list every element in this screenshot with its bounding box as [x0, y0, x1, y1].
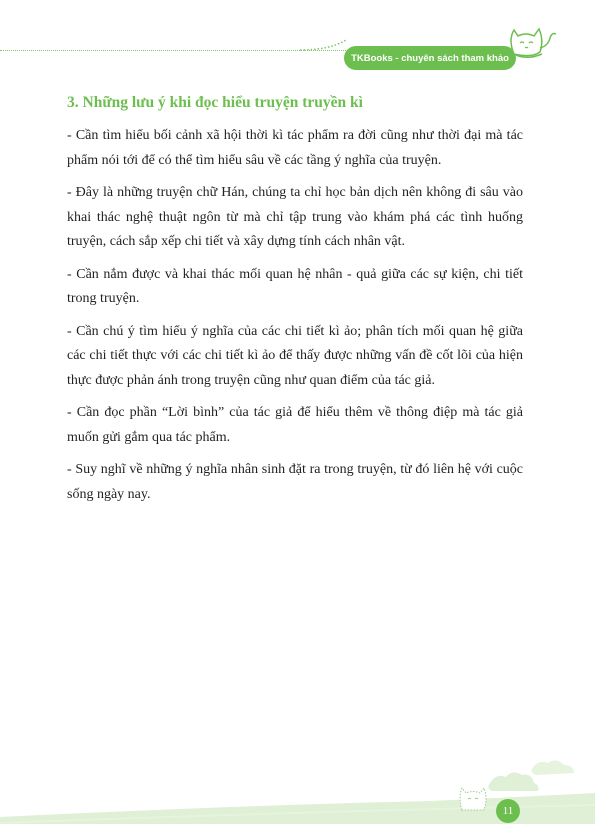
page-number-text: 11 [502, 805, 514, 817]
brand-tag [344, 46, 516, 70]
paragraph: - Đây là những truyện chữ Hán, chúng ta chỉ học bản dịch nên không đi sâu vào khai thác nghệ thuật ngôn từ mà chỉ tập trung vào khám phá các tình huống truyện, cách sắp xếp chi tiết và xây dựng tính cách nhân vật. [67, 185, 523, 249]
cat-mascot-icon [456, 780, 492, 816]
paragraph: - Suy nghĩ về những ý nghĩa nhân sinh đặt ra trong truyện, từ đó liên hệ với cuộc sống ngày nay. [67, 462, 523, 502]
brand-tag-text: TKBooks - chuyên sách tham khảo [351, 52, 509, 64]
page-number [496, 799, 520, 823]
cat-mascot-icon [506, 22, 558, 62]
paragraph: - Cần nắm được và khai thác mối quan hệ nhân - quả giữa các sự kiện, chi tiết trong truyện. [67, 266, 523, 306]
paragraph: - Cần đọc phần “Lời bình” của tác giả để hiểu thêm về thông điệp mà tác giả muốn gửi gắm qua tác phẩm. [67, 405, 523, 445]
paragraph: - Cần tìm hiểu bối cảnh xã hội thời kì tác phẩm ra đời cũng như thời đại mà tác phẩm nói tới để có thể tìm hiểu sâu về các tầng ý nghĩa của truyện. [67, 128, 523, 168]
paragraph: - Cần chú ý tìm hiểu ý nghĩa của các chi tiết kì ảo; phân tích mối quan hệ giữa các chi tiết thực với các chi tiết kì ảo để thấy được những vấn đề cốt lõi của hiện thực được phản ánh trong truyện cũng như quan điểm của tác giả. [67, 323, 523, 388]
main-content [67, 92, 523, 515]
section-heading: 3. Những lưu ý khi đọc hiểu truyện truyền kì [67, 94, 363, 111]
